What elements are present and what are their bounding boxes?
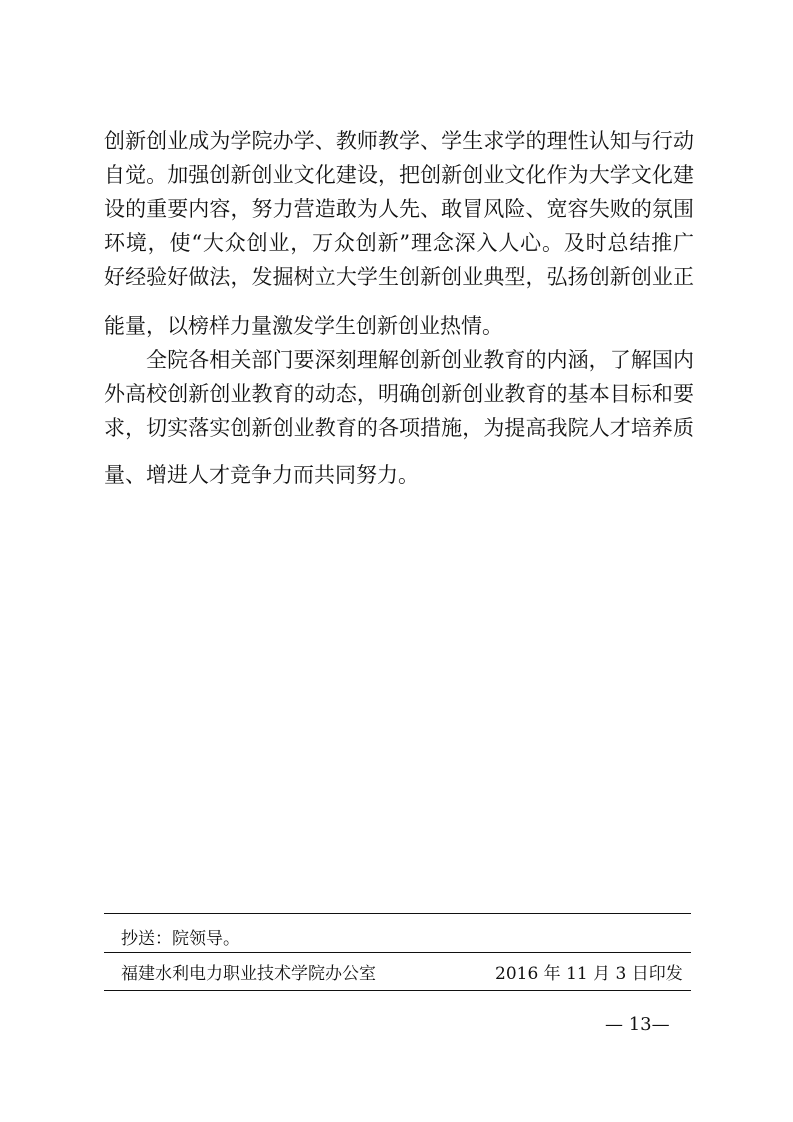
cc-recipients: 抄送：院领导。 bbox=[121, 929, 240, 949]
paragraph-2-line-1: 全院各相关部门要深刻理解创新创业教育的内涵，了解国内 bbox=[146, 348, 694, 372]
paragraph-1-line-4: 环境，使“大众创业，万众创新”理念深入人心。及时总结推广 bbox=[104, 231, 694, 255]
paragraph-1-line-1: 创新创业成为学院办学、教师教学、学生求学的理性认知与行动 bbox=[104, 129, 694, 153]
page-number: — 13— bbox=[605, 1014, 670, 1035]
paragraph-2-line-2: 外高校创新创业教育的动态，明确创新创业教育的基本目标和要 bbox=[104, 382, 694, 406]
paragraph-1-line-2: 自觉。加强创新创业文化建设，把创新创业文化作为大学文化建 bbox=[104, 163, 694, 187]
paragraph-1-line-5: 好经验好做法，发掘树立大学生创新创业典型，弘扬创新创业正 bbox=[104, 265, 694, 289]
footer-top-rule bbox=[104, 913, 691, 914]
issuing-office: 福建水利电力职业技术学院办公室 bbox=[121, 964, 376, 984]
footer-bottom-rule bbox=[104, 990, 691, 991]
paragraph-1-line-3: 设的重要内容，努力营造敢为人先、敢冒风险、宽容失败的氛围 bbox=[104, 197, 694, 221]
footer-middle-rule bbox=[104, 952, 691, 953]
paragraph-2-line-4: 量、增进人才竞争力而共同努力。 bbox=[104, 463, 419, 487]
paragraph-2-line-3: 求，切实落实创新创业教育的各项措施，为提高我院人才培养质 bbox=[104, 416, 694, 440]
paragraph-1-line-6: 能量，以榜样力量激发学生创新创业热情。 bbox=[104, 314, 503, 338]
issue-date: 2016 年 11 月 3 日印发 bbox=[495, 964, 683, 984]
